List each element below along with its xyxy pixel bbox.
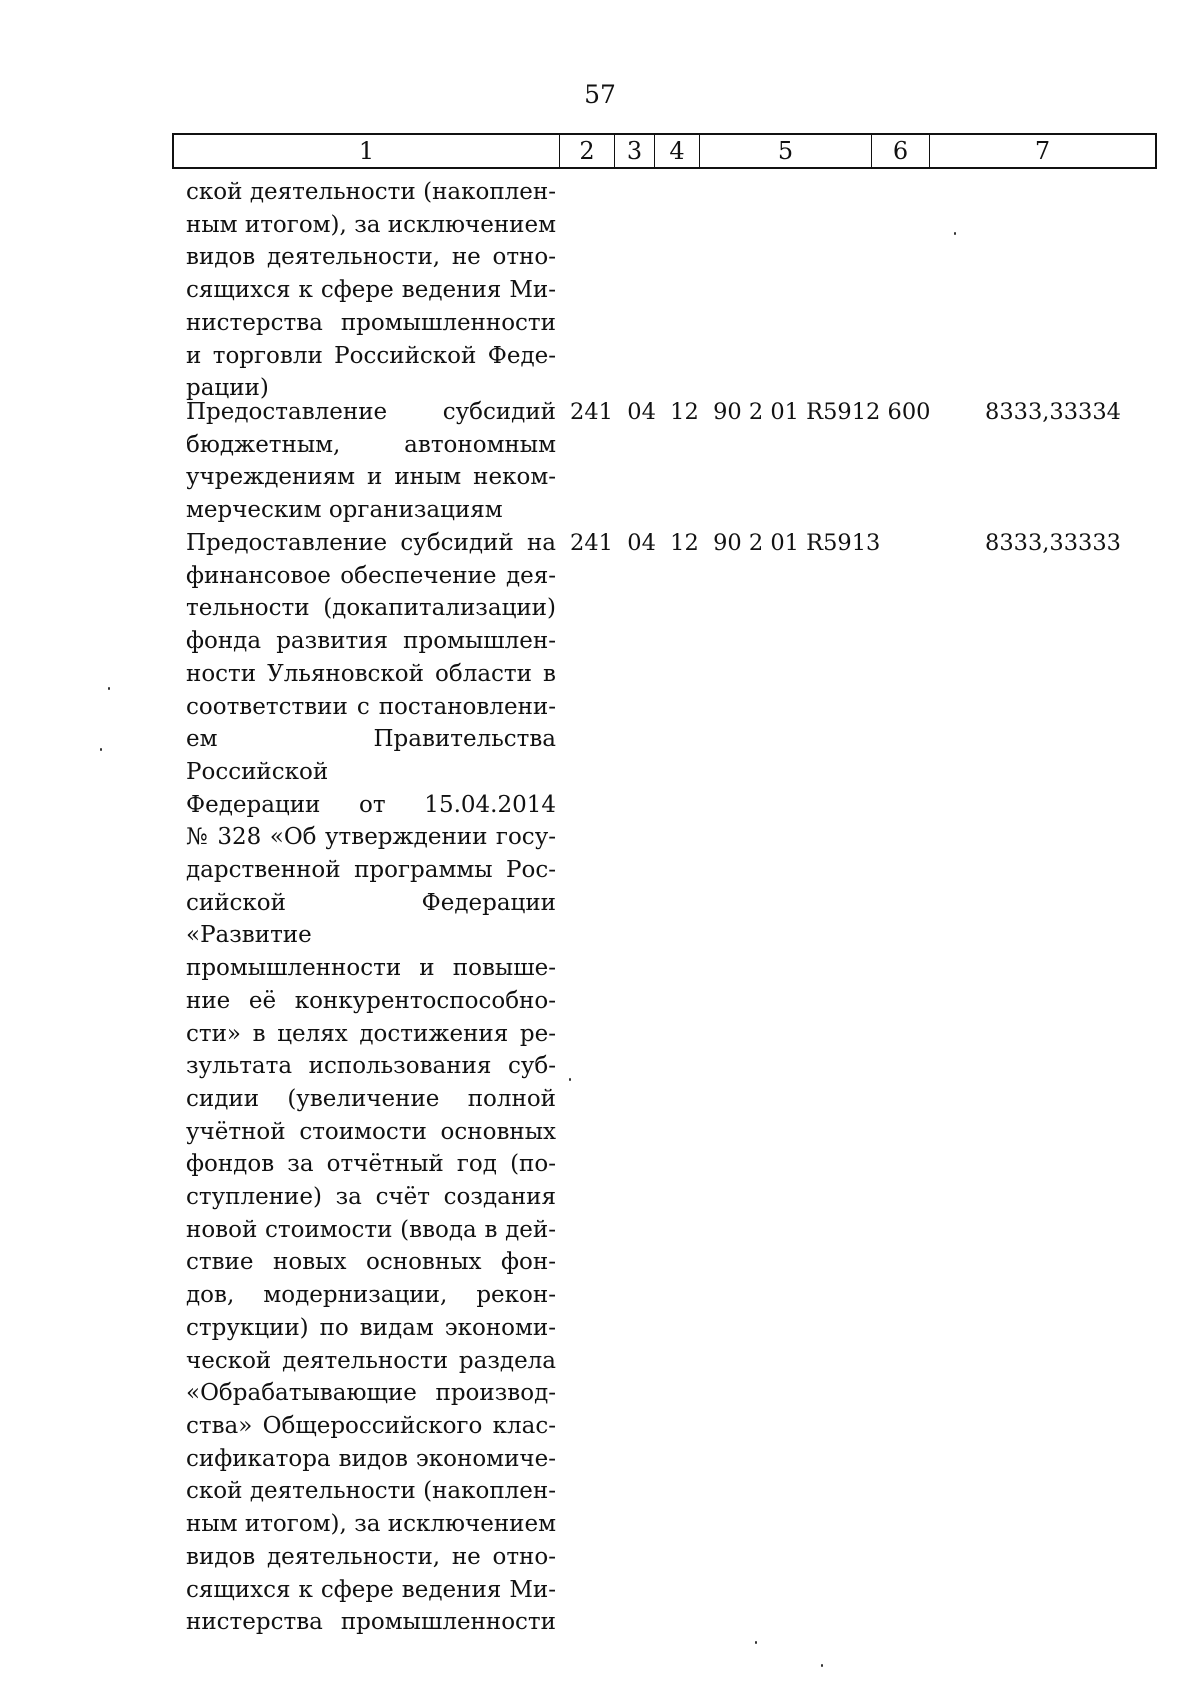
line: промышленности и повыше- [186,955,556,982]
line: и торговли Российской Феде- [186,342,556,369]
table-row-1-description [186,396,556,527]
line: рации) [186,375,269,402]
line: учреждениям и иным неком- [186,464,556,491]
line: сящихся к сфере ведения Ми- [186,1576,556,1603]
table-row-2-codes: 241 04 12 90 2 01 R5913 [570,530,881,556]
line: ние её конкурентоспособно- [186,987,556,1014]
line: дов, модернизации, рекон- [186,1282,556,1309]
line: струкции) по видам экономи- [186,1314,556,1341]
table-header-row [172,133,1157,169]
line: ем Правительства Российской [186,726,556,785]
line: ства» Общероссийского клас- [186,1412,556,1439]
line: нистерства промышленности [186,309,556,336]
line: финансовое обеспечение дея- [186,562,556,589]
header-col-4: 4 [654,135,699,167]
line: тельности (докапитализации) [186,595,556,622]
line: учётной стоимости основных [186,1118,556,1145]
line: мерческим организациям [186,497,503,524]
line: фонда развития промышлен- [186,628,556,655]
table-row-2-amount: 8333,33333 [985,530,1121,556]
table-row-1-amount: 8333,33334 [985,399,1121,425]
line: сийской Федерации «Развитие [186,889,556,949]
line: зультата использования суб- [186,1053,556,1080]
line: сификатора видов экономиче- [186,1445,556,1472]
line: сидии (увеличение полной [186,1085,556,1112]
page-number: 57 [584,80,616,109]
line: «Обрабатывающие производ- [186,1380,556,1407]
header-col-2: 2 [559,135,614,167]
table-row-0-description [186,176,556,405]
line: нистерства промышленности [186,1609,556,1636]
scan-speck [755,1641,757,1644]
header-col-6: 6 [871,135,929,167]
line: ности Ульяновской области в [186,660,556,687]
line: ступление) за счёт создания [186,1184,556,1211]
line: бюджетным, автономным [186,431,556,458]
scan-speck [821,1664,823,1667]
line: ческой деятельности раздела [186,1347,556,1374]
header-col-5: 5 [699,135,871,167]
line: № 328 «Об утверждении госу- [186,824,556,851]
header-col-1: 1 [358,137,375,165]
line: соответствии с постановлени- [186,693,556,720]
line: сти» в целях достижения ре- [186,1020,556,1047]
line: сящихся к сфере ведения Ми- [186,277,556,304]
line: ской деятельности (накоплен- [186,179,556,205]
line: ской деятельности (накоплен- [186,1478,556,1505]
header-col-7: 7 [929,135,1155,167]
header-col-3: 3 [614,135,654,167]
line: видов деятельности, не отно- [186,244,556,271]
table-row-1-codes: 241 04 12 90 2 01 R5912 600 [570,399,931,425]
line: Предоставление субсидий [186,399,556,425]
scan-speck [108,687,110,690]
line: Федерации от 15.04.2014 [186,791,556,818]
table-row-2-description [186,527,556,1639]
scan-speck [569,1078,571,1081]
line: Предоставление субсидий на [186,530,556,556]
line: дарственной программы Рос- [186,857,556,884]
line: ствие новых основных фон- [186,1249,556,1276]
line: видов деятельности, не отно- [186,1543,556,1570]
line: ным итогом), за исключением [186,1511,556,1538]
line: ным итогом), за исключением [186,211,556,238]
scan-speck [954,232,956,235]
line: фондов за отчётный год (по- [186,1151,556,1178]
line: новой стоимости (ввода в дей- [186,1216,556,1243]
scan-speck [100,748,102,751]
